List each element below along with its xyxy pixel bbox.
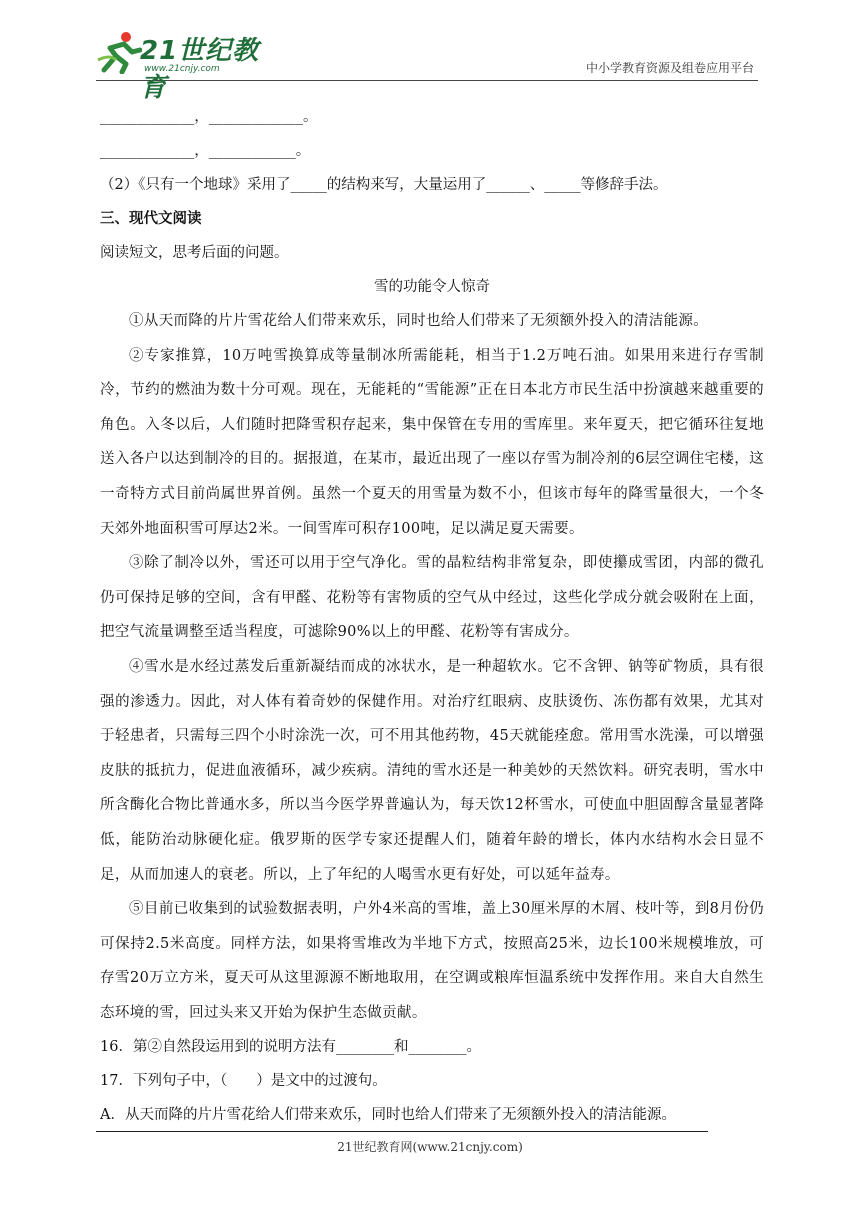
page-header <box>96 26 758 103</box>
runner-logo-icon <box>96 30 142 74</box>
question-2: （2）《只有一个地球》采用了_____的结构来写，大量运用了______、_____等修辞手法。 <box>100 177 668 193</box>
site-logo <box>96 30 264 103</box>
footer-divider <box>96 1131 708 1132</box>
question-17: 17．下列句子中，（ ）是文中的过渡句。 <box>100 1073 387 1090</box>
document-body <box>100 100 764 1132</box>
section-instruction: 阅读短文，思考后面的问题。 <box>100 245 289 261</box>
page-footer: 21世纪教育网(www.21cnjy.com) <box>337 1140 523 1154</box>
section-title: 三、现代文阅读 <box>100 211 202 227</box>
answer-blank-line-1: _____________，_____________。 <box>100 109 318 125</box>
logo-text: 21世纪教育 <box>140 36 260 103</box>
question-16: 16．第②自然段运用到的说明方法有________和________。 <box>100 1039 481 1056</box>
logo-url: www.21cnjy.com <box>144 64 220 74</box>
article-paragraph-3: ③除了制冷以外，雪还可以用于空气净化。雪的晶粒结构非常复杂，即使攥成雪团，内部的微孔仍可保持足够的空间，含有甲醛、花粉等有害物质的空气从中经过，这些化学成分就会吸附在上面，把空气流量调整至适当程度，可滤除90%以上的甲醛、花粉等有害成分。 <box>100 555 764 641</box>
answer-blank-line-2: _____________，____________。 <box>100 143 311 159</box>
platform-name: 中小学教育资源及组卷应用平台 <box>585 61 754 75</box>
article-paragraph-1: ①从天而降的片片雪花给人们带来欢乐，同时也给人们带来了无须额外投入的清洁能源。 <box>129 313 709 329</box>
article-paragraph-5: ⑤目前已收集到的试验数据表明，户外4米高的雪堆，盖上30厘米厚的木屑、枝叶等，到8月份仍可保持2.5米高度。同样方法，如果将雪堆改为半地下方式，按照高25米，边长100米规模堆放，可存雪20万立方米，夏天可从这里源源不断地取用，在空调或粮库恒温系统中发挥作用。来自大自然生态环境的雪，回过头来又开始为保护生态做贡献。 <box>100 901 764 1021</box>
article-paragraph-4: ④雪水是水经过蒸发后重新凝结而成的冰状水，是一种超软水。它不含钾、钠等矿物质，具有很强的渗透力。因此，对人体有着奇妙的保健作用。对治疗红眼病、皮肤烫伤、冻伤都有效果，尤其对于轻患者，只需每三四个小时涂洗一次，可不用其他药物，45天就能痊愈。常用雪水洗澡，可以增强皮肤的抵抗力，促进血液循环，减少疾病。清纯的雪水还是一种美妙的天然饮料。研究表明，雪水中所含酶化合物比普通水多，所以当今医学界普遍认为，每天饮12杯雪水，可使血中胆固醇含量显著降低，能防治动脉硬化症。俄罗斯的医学专家还提醒人们，随着年龄的增长，体内水结构水会日显不足，从而加速人的衰老。所以，上了年纪的人喝雪水更有好处，可以延年益寿。 <box>100 658 764 883</box>
article-title: 雪的功能令人惊奇 <box>374 279 490 295</box>
question-17-option-a: A．从天而降的片片雪花给人们带来欢乐，同时也给人们带来了无须额外投入的清洁能源。 <box>100 1107 676 1124</box>
article-paragraph-2: ②专家推算，10万吨雪换算成等量制冰所需能耗，相当于1.2万吨石油。如果用来进行存雪制冷，节约的燃油为数十分可观。现在，无能耗的“雪能源”正在日本北方市民生活中扮演越来越重要的角色。入冬以后，人们随时把降雪积存起来，集中保管在专用的雪库里。来年夏天，把它循环往复地送入各户以达到制冷的目的。据报道，在某市，最近出现了一座以存雪为制冷剂的6层空调住宅楼，这一奇特方式目前尚属世界首例。虽然一个夏天的用雪量为数不小，但该市每年的降雪量很大，一个冬天郊外地面积雪可厚达2米。一间雪库可积存100吨，足以满足夏天需要。 <box>100 347 764 537</box>
